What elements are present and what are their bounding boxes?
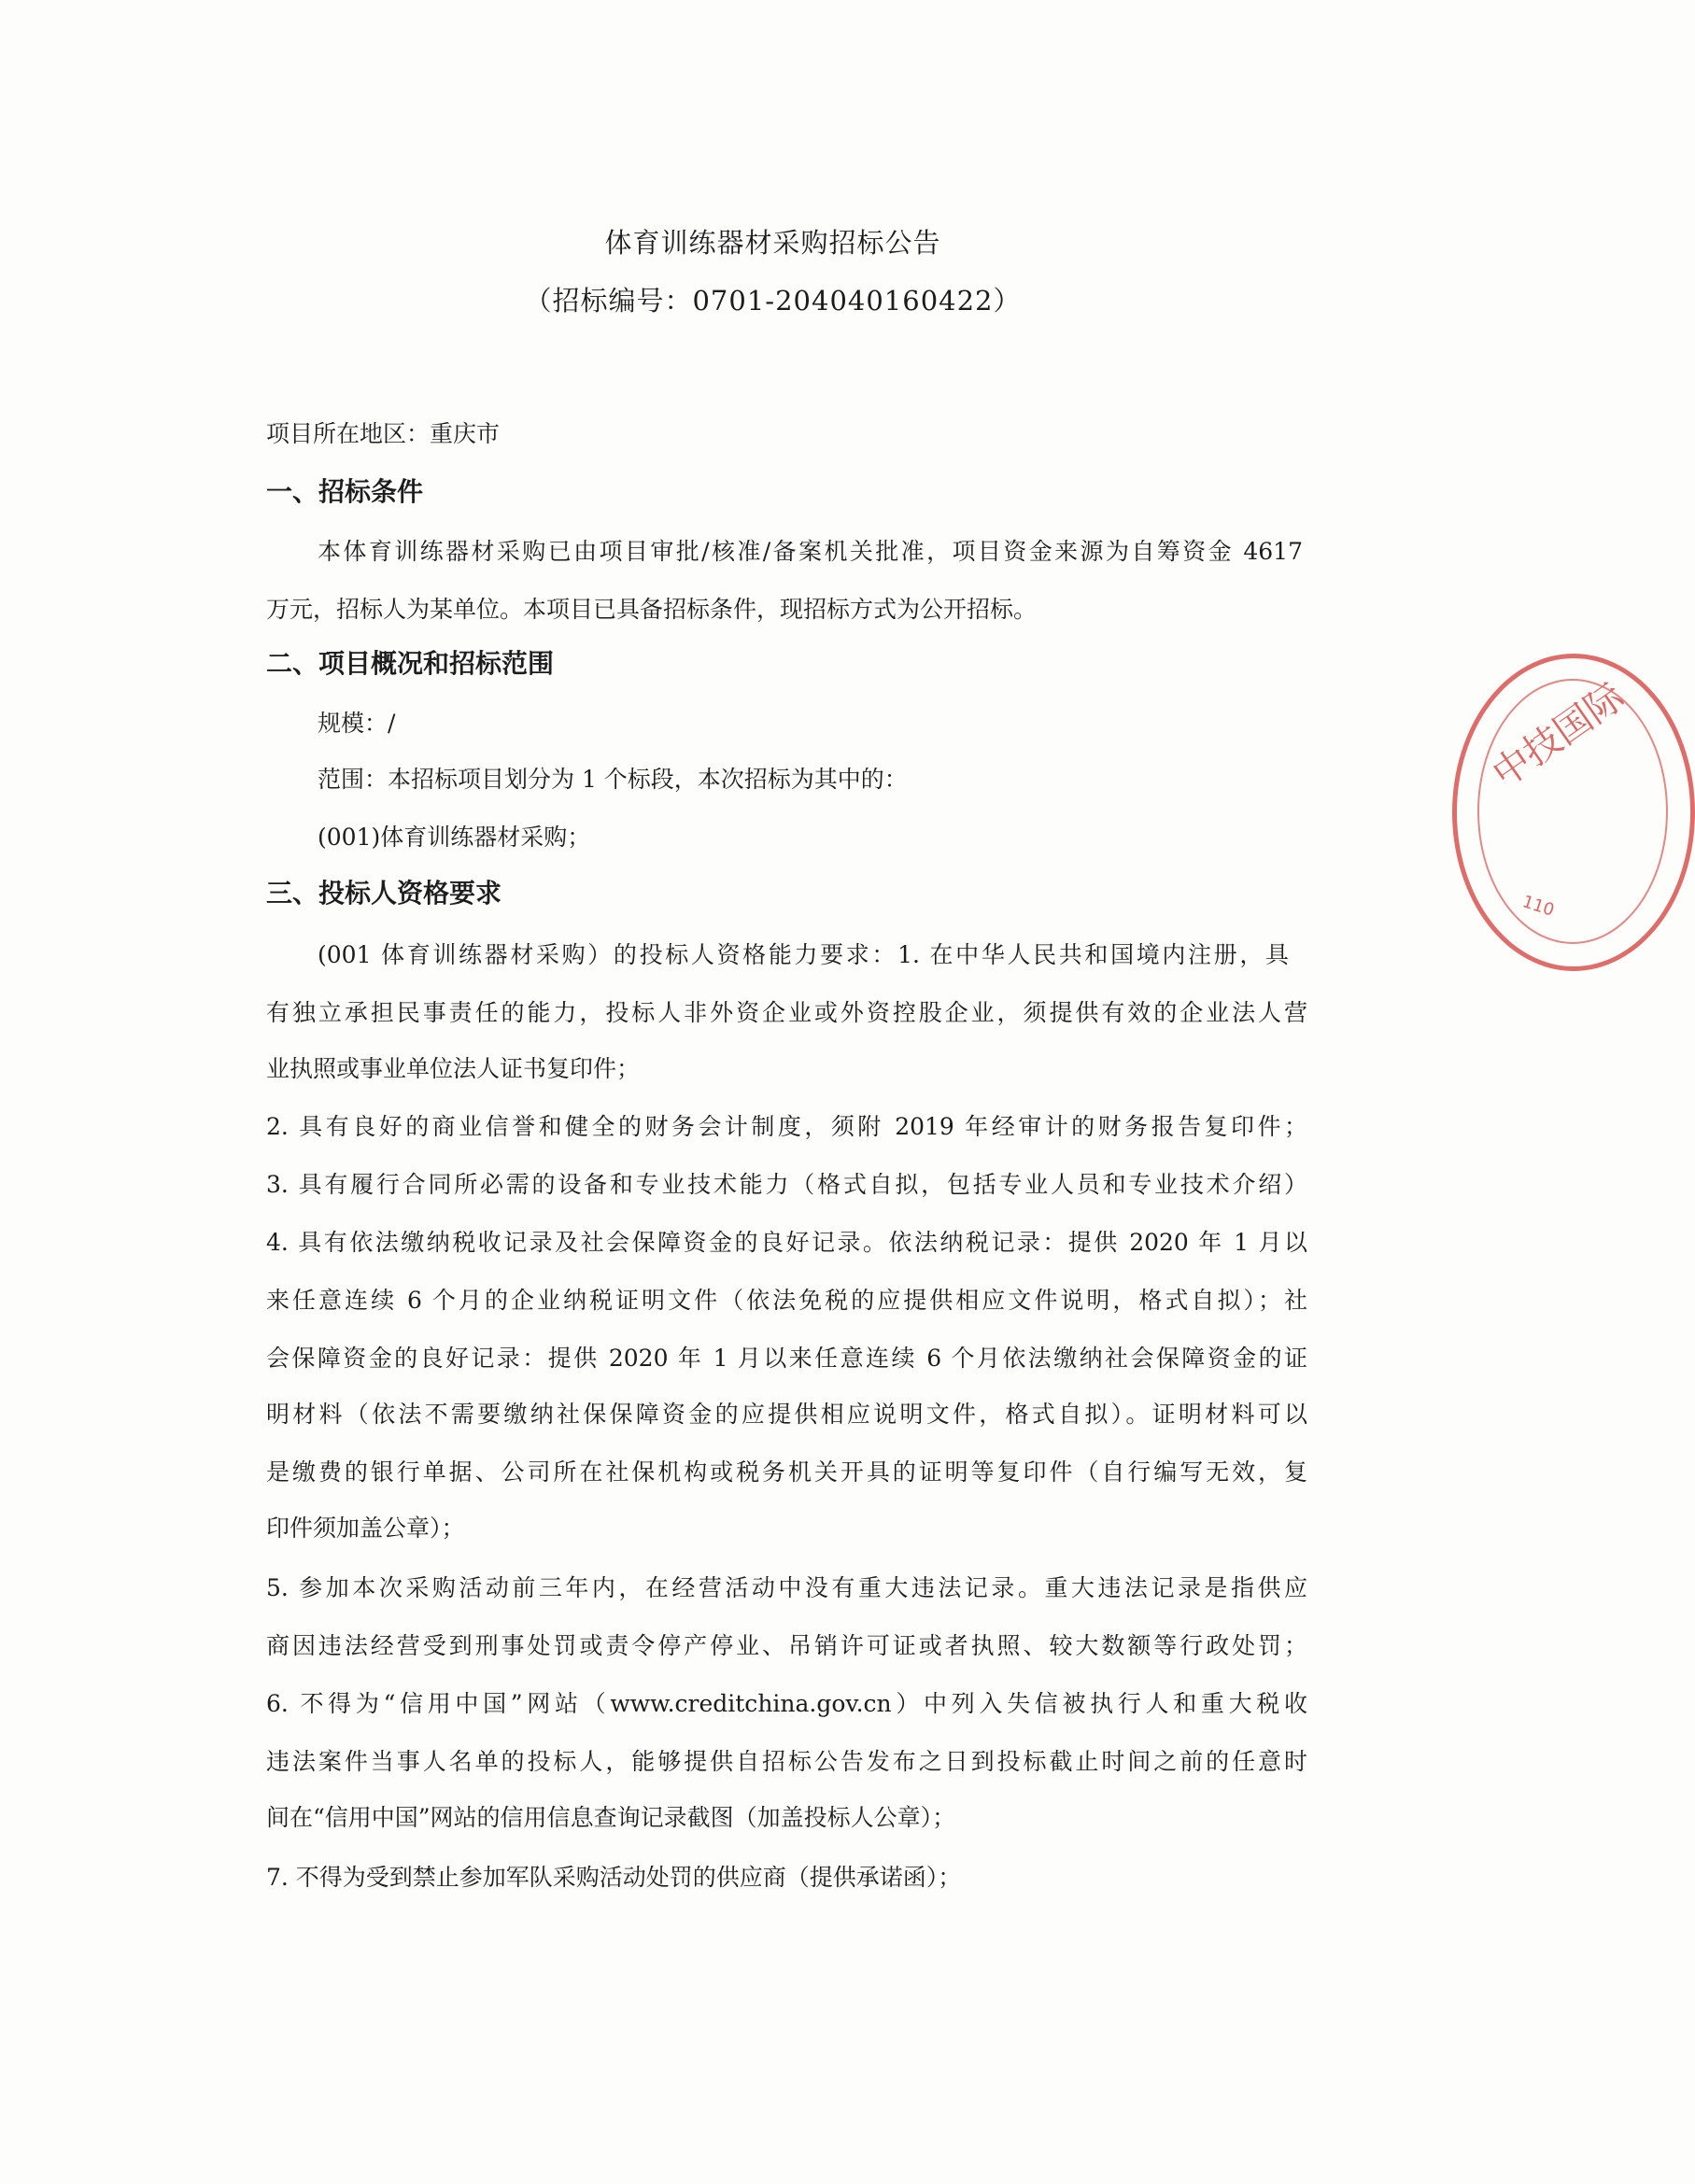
official-seal-stamp bbox=[1452, 654, 1695, 971]
document-title: 体育训练器材采购招标公告 bbox=[604, 227, 941, 259]
section-3-line: 7. 不得为受到禁止参加军队采购活动处罚的供应商（提供承诺函）； bbox=[266, 1864, 962, 1891]
section-3-line: 6. 不得为“信用中国”网站（www.creditchina.gov.cn）中列入失信被执行人和重大税收 bbox=[266, 1690, 1307, 1717]
section-3-line: 商因违法经营受到刑事处罚或责令停产停业、吊销许可证或者执照、较大数额等行政处罚； bbox=[266, 1632, 1307, 1659]
section-3-line: 会保障资金的良好记录：提供 2020 年 1 月以来任意连续 6 个月依法缴纳社会保障资金的证 bbox=[266, 1345, 1307, 1372]
section-3-line: 印件须加盖公章）； bbox=[266, 1515, 465, 1542]
seal-number: 110 bbox=[1519, 892, 1557, 921]
section-3-line: 业执照或事业单位法人证书复印件； bbox=[266, 1055, 641, 1082]
section-3-line: 是缴费的银行单据、公司所在社保机构或税务机关开具的证明等复印件（自行编写无效，复 bbox=[266, 1458, 1307, 1486]
section-3-line: 3. 具有履行合同所必需的设备和专业技术能力（格式自拟，包括专业人员和专业技术介绍） bbox=[266, 1171, 1307, 1198]
section-3-line: 4. 具有依法缴纳税收记录及社会保障资金的良好记录。依法纳税记录：提供 2020 年 1 月以 bbox=[266, 1229, 1307, 1256]
section-1-heading: 一、招标条件 bbox=[266, 476, 424, 507]
section-3-line: 2. 具有良好的商业信誉和健全的财务会计制度，须附 2019 年经审计的财务报告复印件； bbox=[266, 1113, 1307, 1140]
section-3-line: 间在“信用中国”网站的信用信息查询记录截图（加盖投标人公章）； bbox=[266, 1804, 956, 1831]
section-2-line: (001)体育训练器材采购； bbox=[318, 824, 591, 851]
section-3-line: 明材料（依法不需要缴纳社保保障资金的应提供相应说明文件，格式自拟）。证明材料可以 bbox=[266, 1401, 1307, 1428]
section-3-line: 来任意连续 6 个月的企业纳税证明文件（依法免税的应提供相应文件说明，格式自拟）；社 bbox=[266, 1287, 1307, 1314]
section-2-heading: 二、项目概况和招标范围 bbox=[266, 648, 555, 679]
section-2-line: 规模：/ bbox=[318, 710, 396, 737]
bid-number: （招标编号：0701-204040160422） bbox=[524, 285, 1022, 317]
seal-text: 中技国际 bbox=[1485, 675, 1632, 796]
project-region: 项目所在地区：重庆市 bbox=[266, 420, 501, 447]
section-3-heading: 三、投标人资格要求 bbox=[266, 878, 502, 909]
section-3-line: 有独立承担民事责任的能力，投标人非外资企业或外资控股企业，须提供有效的企业法人营 bbox=[266, 999, 1307, 1026]
section-1-line: 本体育训练器材采购已由项目审批/核准/备案机关批准，项目资金来源为自筹资金 4617 bbox=[318, 538, 1303, 565]
section-3-line: 5. 参加本次采购活动前三年内，在经营活动中没有重大违法记录。重大违法记录是指供应 bbox=[266, 1574, 1307, 1601]
section-2-line: 范围：本招标项目划分为 1 个标段，本次招标为其中的： bbox=[318, 766, 908, 793]
section-3-line: 违法案件当事人名单的投标人，能够提供自招标公告发布之日到投标截止时间之前的任意时 bbox=[266, 1748, 1307, 1775]
section-1-line: 万元，招标人为某单位。本项目已具备招标条件，现招标方式为公开招标。 bbox=[266, 596, 1038, 623]
section-3-line: (001 体育训练器材采购）的投标人资格能力要求：1. 在中华人民共和国境内注册，具 bbox=[318, 941, 1289, 968]
